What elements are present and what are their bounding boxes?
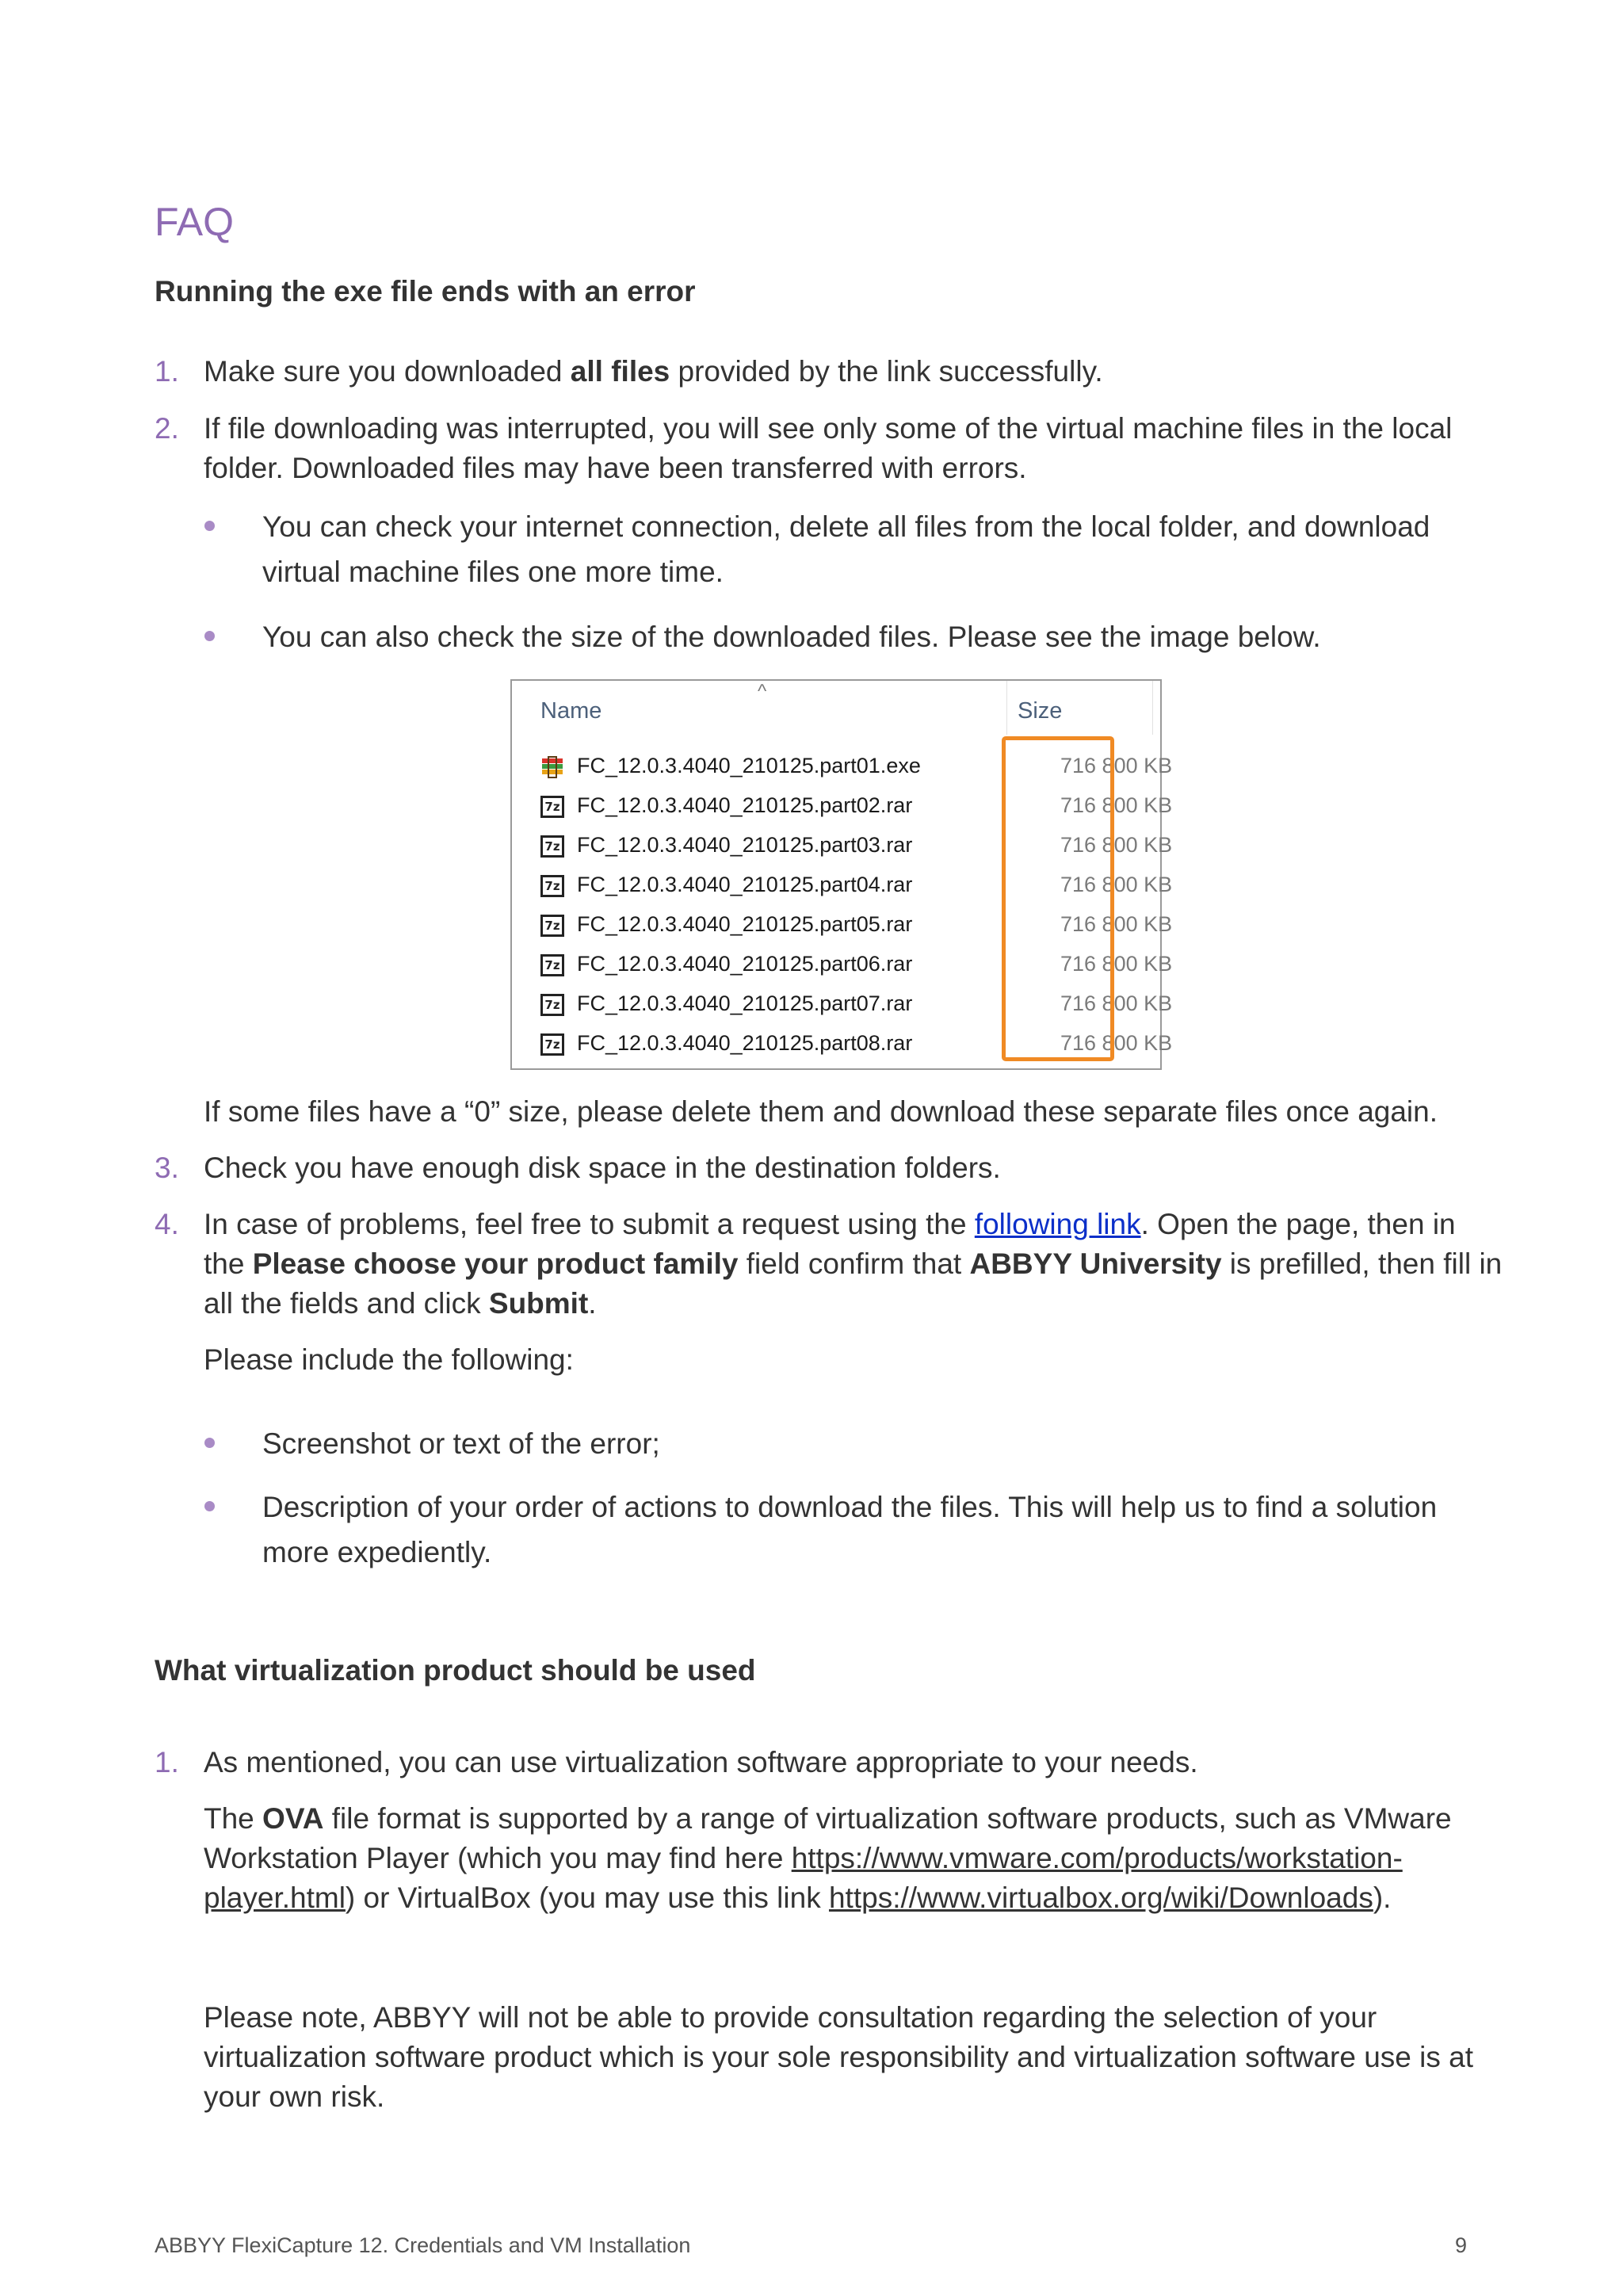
file-size: 716 800 KB <box>1060 1031 1173 1055</box>
section-heading-virtualization: What virtualization product should be used <box>155 1654 756 1687</box>
7z-archive-icon: 7z <box>540 796 564 818</box>
file-size: 716 800 KB <box>1060 833 1173 857</box>
list-item-text: Check you have enough disk space in the destination folders. <box>204 1152 1001 1184</box>
file-size: 716 800 KB <box>1060 912 1173 936</box>
section-heading-exe-error: Running the exe file ends with an error <box>155 275 696 308</box>
bullet-dot <box>204 1501 215 1511</box>
bullet-text: You can check your internet connection, delete all files from the local folder, and download virtual machine files one more time. <box>262 510 1430 588</box>
column-header-name: Name <box>540 698 602 724</box>
list-number: 3. <box>155 1152 179 1184</box>
7z-archive-icon: 7z <box>540 875 564 897</box>
bullet-dot <box>204 1438 215 1448</box>
file-size: 716 800 KB <box>1060 873 1173 896</box>
7z-archive-icon: 7z <box>540 994 564 1016</box>
bullet-dot <box>204 521 215 531</box>
7z-archive-icon: 7z <box>540 954 564 976</box>
file-name: FC_12.0.3.4040_210125.part05.rar <box>577 912 913 936</box>
list-number: 2. <box>155 412 179 445</box>
file-size: 716 800 KB <box>1060 952 1173 976</box>
paragraph: Please note, ABBYY will not be able to provide consultation regarding the selection of your virtualization software product which is your sole responsibility and virtualization software use is at your own risk. <box>204 2001 1474 2113</box>
list-number: 4. <box>155 1208 179 1240</box>
column-divider <box>1006 681 1007 735</box>
list-item-text: In case of problems, feel free to submit a request using the following link. Open the page, then in the Please choose your product family field confirm that ABBYY University is prefilled, then fill in all the fields and click Submit. <box>204 1208 1503 1320</box>
vmware-link[interactable]: https://www.vmware.com/products/workstation-player.html <box>204 1842 1403 1914</box>
footer-title: ABBYY FlexiCapture 12. Credentials and VM Installation <box>155 2233 691 2257</box>
sort-ascending-icon: ^ <box>758 681 767 702</box>
paragraph: If some files have a “0” size, please delete them and download these separate files once again. <box>204 1095 1438 1128</box>
7z-archive-icon: 7z <box>540 835 564 858</box>
page-title: FAQ <box>155 200 235 244</box>
following-link[interactable]: following link <box>974 1208 1141 1240</box>
bullet-text: Description of your order of actions to download the files. This will help us to find a solution more expediently. <box>262 1491 1438 1568</box>
bullet-text: You can also check the size of the downloaded files. Please see the image below. <box>262 621 1321 653</box>
file-name: FC_12.0.3.4040_210125.part04.rar <box>577 873 913 896</box>
file-name: FC_12.0.3.4040_210125.part02.rar <box>577 793 913 817</box>
list-item-text: Make sure you downloaded all files provided by the link successfully. <box>204 355 1103 388</box>
file-name: FC_12.0.3.4040_210125.part03.rar <box>577 833 913 857</box>
file-size: 716 800 KB <box>1060 754 1173 777</box>
column-divider <box>1152 681 1153 735</box>
exe-icon <box>540 756 564 778</box>
bullet-text: Screenshot or text of the error; <box>262 1427 660 1460</box>
paragraph: Please include the following: <box>204 1343 574 1376</box>
file-name: FC_12.0.3.4040_210125.part06.rar <box>577 952 913 976</box>
7z-archive-icon: 7z <box>540 1033 564 1056</box>
size-highlight-box <box>1002 736 1114 1061</box>
file-name: FC_12.0.3.4040_210125.part08.rar <box>577 1031 913 1055</box>
page-number: 9 <box>1455 2233 1468 2257</box>
list-item-text: If file downloading was interrupted, you will see only some of the virtual machine files in the local folder. Downloaded files may have been transferred with errors. <box>204 412 1453 484</box>
file-explorer-screenshot <box>510 679 1173 1070</box>
list-item-text: As mentioned, you can use virtualization software appropriate to your needs. <box>204 1746 1198 1778</box>
virtualbox-link[interactable]: https://www.virtualbox.org/wiki/Downloads <box>828 1881 1373 1914</box>
paragraph: The OVA file format is supported by a range of virtualization software products, such as VMware Workstation Player (which you may find here https://www.vmware.com/products/workstation-player.html) or VirtualBox (you may use this link https://www.virtualbox.org/wiki/Downloads). <box>204 1802 1452 1914</box>
file-size: 716 800 KB <box>1060 991 1173 1015</box>
file-size: 716 800 KB <box>1060 793 1173 817</box>
file-name: FC_12.0.3.4040_210125.part07.rar <box>577 991 913 1015</box>
list-number: 1. <box>155 1746 179 1778</box>
7z-archive-icon: 7z <box>540 915 564 937</box>
bullet-dot <box>204 631 215 641</box>
list-number: 1. <box>155 355 179 388</box>
file-name: FC_12.0.3.4040_210125.part01.exe <box>577 754 921 777</box>
column-header-size: Size <box>1018 698 1063 724</box>
